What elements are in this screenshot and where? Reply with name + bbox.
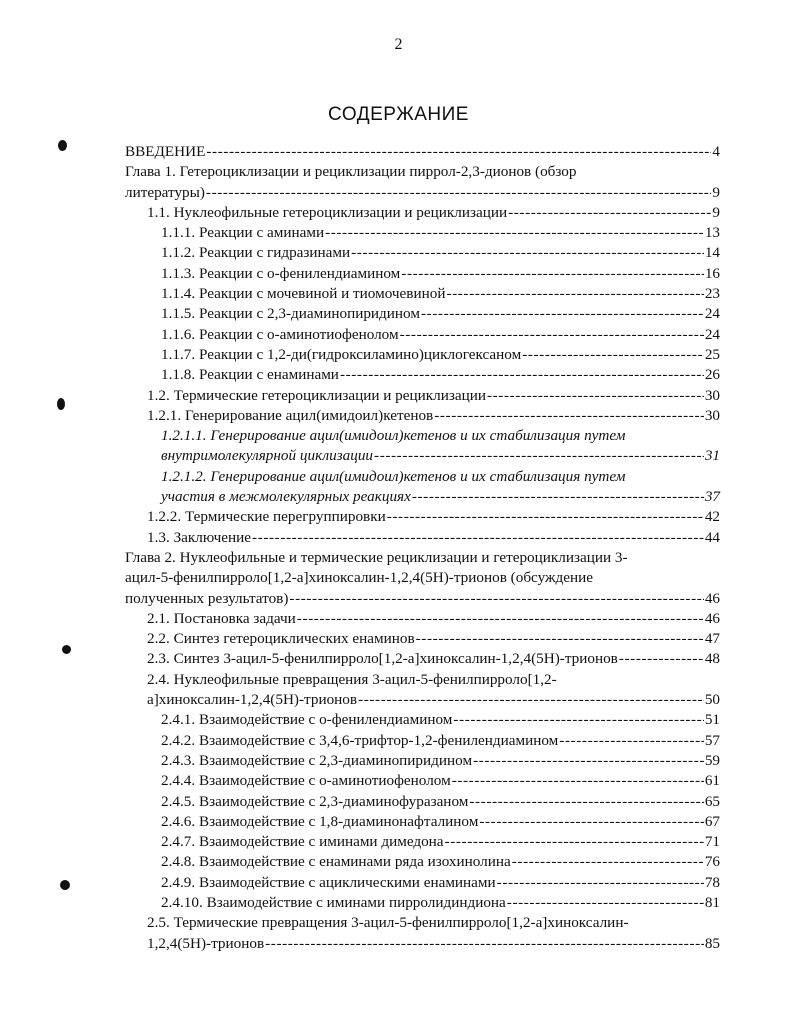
dot-leader (453, 710, 703, 730)
scan-speck (60, 880, 70, 890)
toc-entry (125, 142, 720, 162)
toc-entry-title-line: 1.1.5. Реакции с 2,3-диаминопиридином (161, 305, 420, 323)
toc-entry-title-line: 2.4.4. Взаимодействие с о-аминотиофенолом (161, 772, 451, 790)
scan-speck (58, 140, 67, 151)
dot-leader (325, 223, 704, 243)
toc-entry (125, 162, 720, 203)
toc-entry (125, 386, 720, 406)
toc-entry-page: 9 (712, 183, 720, 201)
page-number: 2 (394, 36, 403, 53)
toc-entry (125, 223, 720, 243)
toc-entry-title-line: 2.5. Термические превращения 3-ацил-5-фенилпирроло[1,2-а]хиноксалин- (147, 914, 629, 932)
toc-entry-title-line: 1.1. Нуклеофильные гетероциклизации и рециклизации (147, 203, 508, 221)
toc-entry-page: 85 (704, 934, 720, 952)
dot-leader (351, 243, 704, 263)
dot-leader (206, 142, 711, 162)
toc-entry-title-line: 1.3. Заключение (147, 528, 252, 546)
toc-entry-title-line: 2.4.6. Взаимодействие с 1,8-диаминонафталином (161, 812, 479, 830)
toc-entry-title-line: 2.4.2. Взаимодействие с 3,4,6-трифтор-1,2-фенилендиамином (161, 731, 559, 749)
toc-entry (125, 710, 720, 730)
dot-leader (473, 751, 704, 771)
toc-entry (125, 609, 720, 629)
toc-entry-page: 24 (704, 325, 720, 343)
toc-entry-title-line: 2.4.3. Взаимодействие с 2,3-диаминопиридином (161, 751, 473, 769)
toc-entry-title-line: 2.4.7. Взаимодействие с иминами димедона (161, 833, 444, 851)
toc-entry-title-line: литературы) (125, 183, 205, 201)
dot-leader (446, 284, 703, 304)
dot-leader (401, 264, 704, 284)
toc-entry-page: 61 (704, 772, 720, 790)
toc-entry-title-line: 1.1.2. Реакции с гидразинами (161, 244, 351, 262)
toc-entry-title-line: полученных результатов) (125, 589, 289, 607)
dot-leader (452, 771, 704, 791)
toc-entry (125, 832, 720, 852)
toc-entry-page: 46 (704, 609, 720, 627)
toc-entry-title-line: 2.4.9. Взаимодействие с ациклическими енаминами (161, 873, 496, 891)
table-of-contents (125, 142, 720, 954)
scan-speck (57, 398, 65, 410)
dot-leader (289, 589, 703, 609)
toc-entry-title-line: 1.1.6. Реакции с о-аминотиофенолом (161, 325, 399, 343)
toc-entry-page: 47 (704, 630, 720, 648)
toc-entry (125, 893, 720, 913)
dot-leader (559, 731, 704, 751)
toc-entry-title-line: 2.4.5. Взаимодействие с 2,3-диаминофуразаном (161, 792, 469, 810)
toc-entry-title-line: Глава 1. Гетероциклизации и рециклизации пиррол-2,3-дионов (обзор (125, 163, 577, 181)
toc-entry-page: 30 (704, 386, 720, 404)
dot-leader (619, 649, 704, 669)
toc-entry-page: 57 (704, 731, 720, 749)
dot-leader (416, 629, 704, 649)
toc-entry (125, 203, 720, 223)
toc-entry (125, 731, 720, 751)
toc-entry-title-line: 2.2. Синтез гетероциклических енаминов (147, 630, 415, 648)
toc-entry-title-line: Глава 2. Нуклеофильные и термические рециклизации и гетероциклизации 3- (125, 548, 628, 566)
dot-leader (374, 446, 704, 466)
dot-leader (206, 183, 711, 203)
dot-leader (445, 832, 704, 852)
toc-entry (125, 629, 720, 649)
toc-entry (125, 670, 720, 711)
toc-entry-title-line: 1.1.8. Реакции с енаминами (161, 366, 339, 384)
dot-leader (487, 386, 704, 406)
toc-entry (125, 325, 720, 345)
dot-leader (387, 507, 704, 527)
toc-entry (125, 304, 720, 324)
toc-entry (125, 284, 720, 304)
toc-entry-title-line: ацил-5-фенилпирроло[1,2-а]хиноксалин-1,2,4(5Н)-трионов (обсуждение (125, 569, 593, 587)
toc-entry (125, 426, 720, 467)
dot-leader (522, 345, 704, 365)
toc-entry (125, 345, 720, 365)
dot-leader (421, 304, 704, 324)
toc-entry (125, 365, 720, 385)
scan-speck (62, 645, 71, 654)
toc-entry-title-line: 2.4.8. Взаимодействие с енаминами ряда изохинолина (161, 853, 511, 871)
toc-entry-title-line: 1.2. Термические гетероциклизации и рециклизации (147, 386, 486, 404)
toc-entry-page: 48 (704, 650, 720, 668)
dot-leader (340, 365, 704, 385)
dot-leader (400, 325, 704, 345)
toc-entry-title-line: 1.2.2. Термические перегруппировки (147, 508, 386, 526)
toc-entry-page: 67 (704, 812, 720, 830)
toc-entry (125, 467, 720, 508)
toc-entry-title-line: 1.2.1.2. Генерирование ацил(имидоил)кетенов и их стабилизация путем (161, 467, 626, 485)
dot-leader (265, 934, 704, 954)
toc-entry (125, 852, 720, 872)
toc-entry-page: 14 (704, 244, 720, 262)
dot-leader (512, 852, 704, 872)
toc-entry (125, 913, 720, 954)
toc-entry-page: 31 (704, 447, 720, 465)
toc-entry-page: 23 (704, 285, 720, 303)
toc-entry-title-line: 2.1. Постановка задачи (147, 609, 296, 627)
toc-entry (125, 507, 720, 527)
toc-entry (125, 243, 720, 263)
toc-entry (125, 406, 720, 426)
toc-entry-title-line: участия в межмолекулярных реакциях (161, 488, 411, 506)
toc-entry (125, 649, 720, 669)
dot-leader (469, 792, 703, 812)
dot-leader (479, 812, 703, 832)
toc-entry-page: 24 (704, 305, 720, 323)
toc-entry-title-line: внутримолекулярной циклизации (161, 447, 374, 465)
toc-entry-title-line: ВВЕДЕНИЕ (125, 143, 206, 160)
toc-entry-title-line: 1.2.1.1. Генерирование ацил(имидоил)кетенов и их стабилизация путем (161, 427, 626, 445)
toc-entry-page: 42 (704, 508, 720, 526)
toc-entry-page: 16 (704, 264, 720, 282)
toc-entry-page: 65 (704, 792, 720, 810)
dot-leader (297, 609, 704, 629)
toc-entry (125, 771, 720, 791)
toc-entry-page: 13 (704, 224, 720, 242)
toc-entry-page: 59 (704, 751, 720, 769)
toc-entry-title-line: 2.4.10. Взаимодействие с иминами пирролидиндиона (161, 893, 506, 911)
dot-leader (497, 873, 704, 893)
toc-entry-page: 4 (712, 143, 720, 160)
toc-entry-title-line: 2.3. Синтез 3-ацил-5-фенилпирроло[1,2-а]хиноксалин-1,2,4(5Н)-трионов (147, 650, 618, 668)
toc-entry-page: 44 (704, 528, 720, 546)
toc-entry-page: 50 (704, 691, 720, 709)
toc-title: СОДЕРЖАНИЕ (328, 104, 469, 125)
toc-entry-title-line: 1.2.1. Генерирование ацил(имидоил)кетенов (147, 406, 434, 424)
toc-entry-page: 71 (704, 833, 720, 851)
toc-entry-page: 9 (712, 203, 720, 221)
toc-entry-title-line: 2.4.1. Взаимодействие с о-фенилендиамином (161, 711, 453, 729)
toc-entry-title-line: а]хиноксалин-1,2,4(5Н)-трионов (147, 691, 358, 709)
toc-entry (125, 751, 720, 771)
toc-entry-title-line: 1.1.4. Реакции с мочевиной и тиомочевиной (161, 285, 446, 303)
toc-entry (125, 792, 720, 812)
toc-entry-title-line: 1.1.3. Реакции с о-фенилендиамином (161, 264, 401, 282)
toc-entry-page: 81 (704, 893, 720, 911)
toc-entry-page: 25 (704, 345, 720, 363)
toc-entry (125, 548, 720, 609)
toc-entry (125, 528, 720, 548)
toc-entry (125, 873, 720, 893)
toc-entry-page: 78 (704, 873, 720, 891)
toc-entry-title-line: 1,2,4(5Н)-трионов (147, 934, 265, 952)
toc-entry (125, 812, 720, 832)
toc-entry-title-line: 1.1.1. Реакции с аминами (161, 224, 325, 242)
toc-entry-title-line: 1.1.7. Реакции с 1,2-ди(гидроксиламино)циклогексаном (161, 345, 522, 363)
toc-entry (125, 264, 720, 284)
toc-entry-page: 76 (704, 853, 720, 871)
toc-entry-page: 37 (704, 488, 720, 506)
dot-leader (252, 528, 704, 548)
dot-leader (507, 893, 704, 913)
dot-leader (508, 203, 711, 223)
toc-entry-page: 46 (704, 589, 720, 607)
toc-entry-page: 26 (704, 366, 720, 384)
dot-leader (434, 406, 704, 426)
dot-leader (358, 690, 704, 710)
toc-entry-page: 51 (704, 711, 720, 729)
toc-entry-page: 30 (704, 406, 720, 424)
toc-entry-title-line: 2.4. Нуклеофильные превращения 3-ацил-5-фенилпирроло[1,2- (147, 670, 557, 688)
dot-leader (412, 487, 704, 507)
